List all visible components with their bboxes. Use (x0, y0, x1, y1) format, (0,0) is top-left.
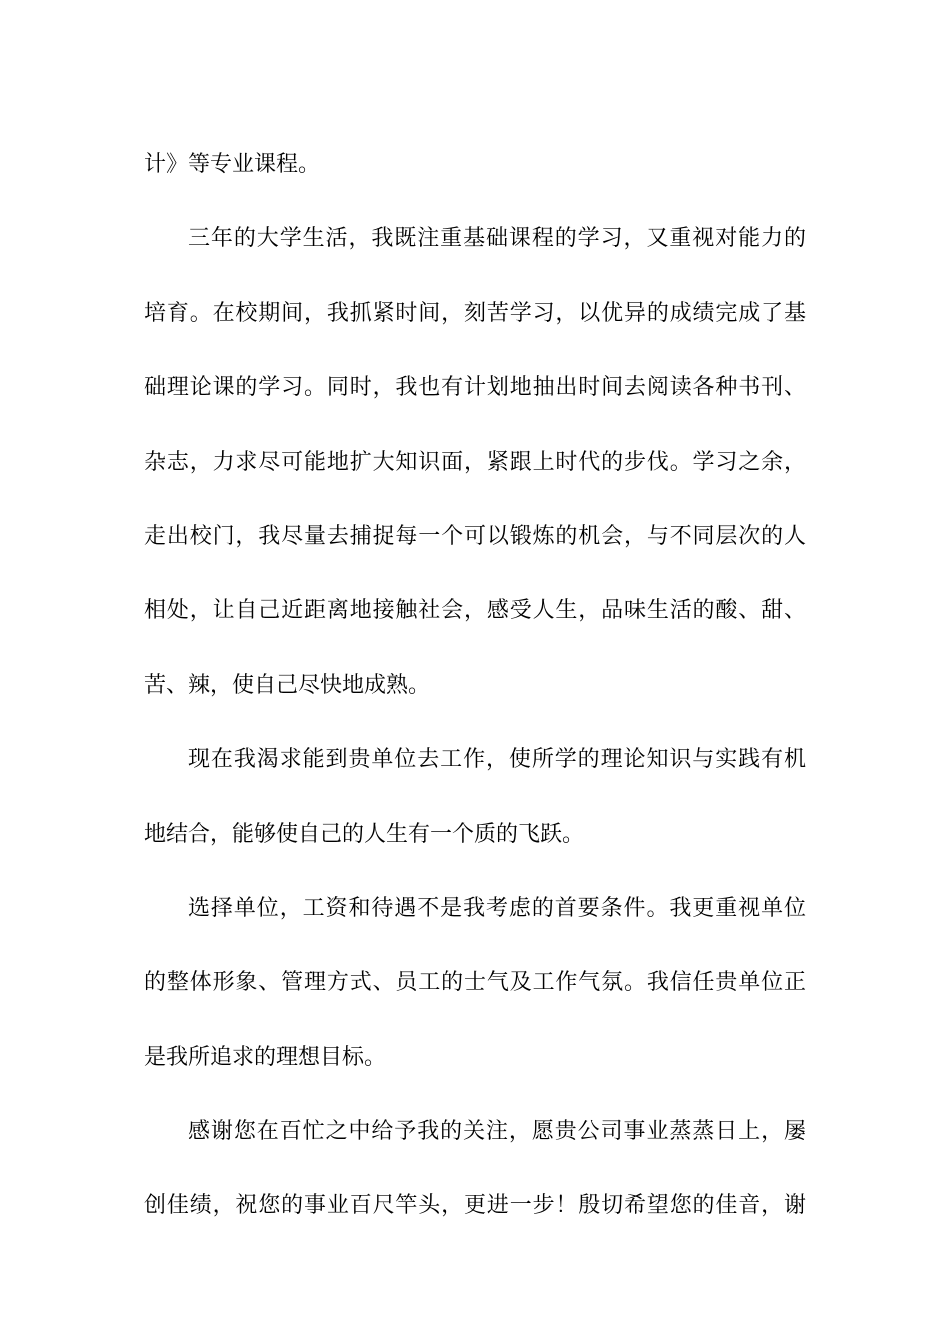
text-line-3: 培育。在校期间，我抓紧时间，刻苦学习，以优异的成绩完成了基 (144, 300, 806, 326)
text-line-11: 选择单位，工资和待遇不是我考虑的首要条件。我更重视单位 (188, 895, 806, 921)
text-line-15: 创佳绩，祝您的事业百尺竿头，更进一步！殷切希望您的佳音，谢 (144, 1193, 806, 1219)
text-line-1: 计》等专业课程。 (144, 152, 321, 177)
text-line-9: 现在我渴求能到贵单位去工作，使所学的理论知识与实践有机 (188, 747, 806, 773)
letter-body (144, 128, 806, 1244)
text-line-8: 苦、辣，使自己尽快地成熟。 (144, 672, 431, 698)
text-line-10: 地结合，能够使自己的人生有一个质的飞跃。 (144, 821, 585, 847)
text-line-2: 三年的大学生活，我既注重基础课程的学习，又重视对能力的 (188, 226, 806, 252)
text-line-4: 础理论课的学习。同时，我也有计划地抽出时间去阅读各种书刊、 (144, 375, 806, 401)
text-line-14: 感谢您在百忙之中给予我的关注，愿贵公司事业蒸蒸日上，屡 (188, 1119, 806, 1145)
text-line-6: 走出校门，我尽量去捕捉每一个可以锻炼的机会，与不同层次的人 (144, 523, 806, 549)
text-line-13: 是我所追求的理想目标。 (144, 1044, 387, 1070)
text-line-12: 的整体形象、管理方式、员工的士气及工作气氛。我信任贵单位正 (144, 970, 806, 996)
text-line-5: 杂志，力求尽可能地扩大知识面，紧跟上时代的步伐。学习之余， (144, 449, 806, 475)
text-line-7: 相处，让自己近距离地接触社会，感受人生，品味生活的酸、甜、 (144, 598, 806, 624)
